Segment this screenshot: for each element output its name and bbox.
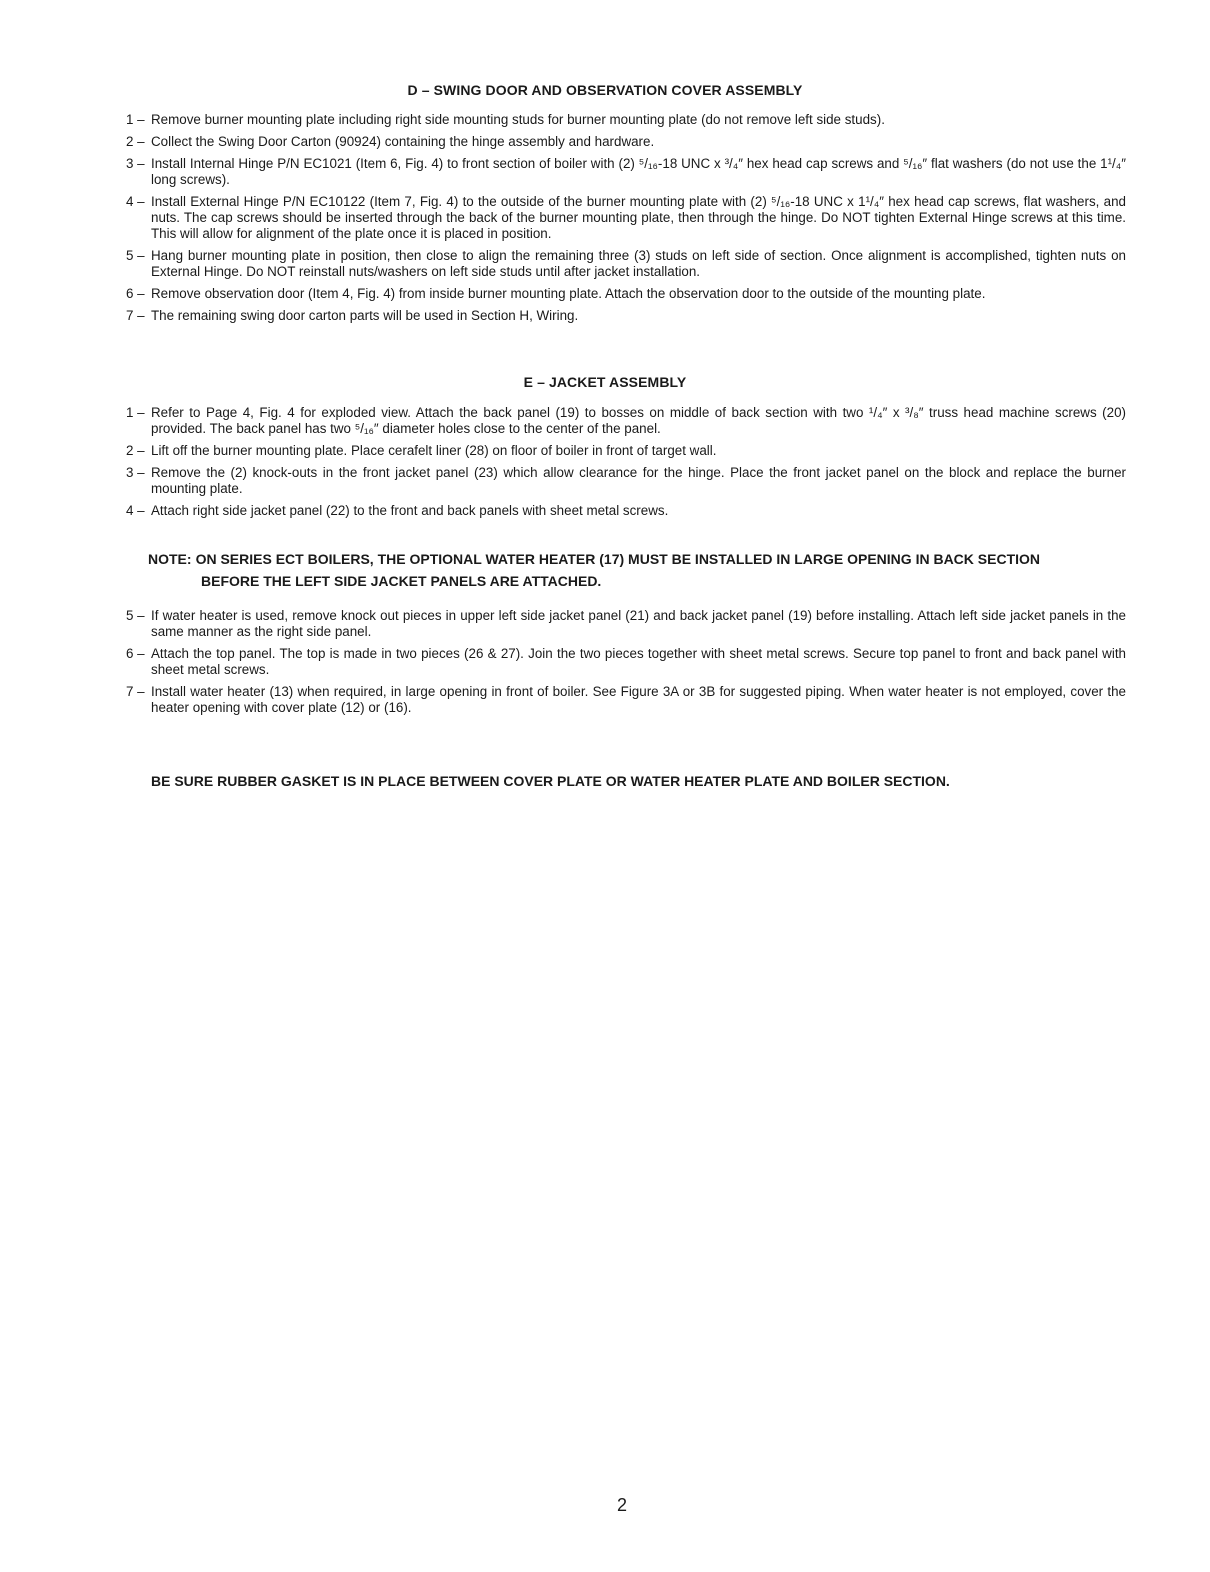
item-number: 6 – — [126, 646, 145, 661]
list-item — [126, 134, 1126, 150]
note-label: NOTE: — [148, 551, 192, 567]
page-number: 2 — [616, 1495, 627, 1515]
list-item — [126, 465, 1126, 497]
section-e-heading: E – JACKET ASSEMBLY — [523, 374, 687, 390]
item-text: Lift off the burner mounting plate. Place cerafelt liner (28) on floor of boiler in front of target wall. — [151, 443, 717, 458]
item-number: 1 – — [126, 112, 145, 127]
item-number: 1 – — [126, 405, 145, 420]
list-item — [126, 194, 1126, 242]
list-item — [126, 248, 1126, 280]
section-e-list-a — [126, 405, 1126, 525]
item-number: 5 – — [126, 248, 145, 263]
list-item — [126, 503, 1126, 519]
item-text: Attach the top panel. The top is made in two pieces (26 & 27). Join the two pieces together with sheet metal screws. Secure top panel to front and back panel with sheet metal screws. — [151, 646, 1126, 677]
list-item — [126, 112, 1126, 128]
list-item — [126, 156, 1126, 188]
section-d-heading: D – SWING DOOR AND OBSERVATION COVER ASSEMBLY — [407, 82, 803, 98]
list-item — [126, 286, 1126, 302]
item-text: Hang burner mounting plate in position, then close to align the remaining three (3) studs on left side of section. Once alignment is accomplished, tighten nuts on External Hinge. Do NOT reinstall nuts/washers on left side studs until after jacket installation. — [151, 248, 1126, 279]
list-item — [126, 684, 1126, 716]
item-text: Install water heater (13) when required, in large opening in front of boiler. See Figure 3A or 3B for suggested piping. When water heater is not employed, cover the heater opening with cover plate (12) or (16). — [151, 684, 1126, 715]
item-text: If water heater is used, remove knock out pieces in upper left side jacket panel (21) and back jacket panel (19) before installing. Attach left side jacket panels in the same manner as the right side panel. — [151, 608, 1126, 639]
note-block — [148, 548, 1118, 592]
list-item — [126, 608, 1126, 640]
item-number: 4 – — [126, 503, 145, 518]
list-item — [126, 646, 1126, 678]
item-text: The remaining swing door carton parts will be used in Section H, Wiring. — [151, 308, 579, 323]
item-text: Remove observation door (Item 4, Fig. 4) from inside burner mounting plate. Attach the observation door to the outside of the mounting plate. — [151, 286, 986, 301]
item-text: Remove the (2) knock-outs in the front jacket panel (23) which allow clearance for the hinge. Place the front jacket panel on the block and replace the burner mounting plate. — [151, 465, 1126, 496]
item-text: Attach right side jacket panel (22) to the front and back panels with sheet metal screws. — [151, 503, 669, 518]
item-number: 4 – — [126, 194, 145, 209]
item-number: 7 – — [126, 684, 145, 699]
item-number: 2 – — [126, 134, 145, 149]
section-d-list — [126, 112, 1126, 330]
item-number: 5 – — [126, 608, 145, 623]
gasket-warning: BE SURE RUBBER GASKET IS IN PLACE BETWEEN COVER PLATE OR WATER HEATER PLATE AND BOILER SECTION. — [151, 773, 950, 789]
item-number: 3 – — [126, 156, 145, 171]
item-text: Install Internal Hinge P/N EC1021 (Item 6, Fig. 4) to front section of boiler with (2) ⁵/₁₆-18 UNC x ³/₄″ hex head cap screws and ⁵/₁₆″ flat washers (do not use the 1¹/₄″ long screws). — [151, 156, 1126, 187]
item-text: Remove burner mounting plate including right side mounting studs for burner mounting plate (do not remove left side studs). — [151, 112, 885, 127]
section-e-list-b — [126, 608, 1126, 722]
note-line-2: BEFORE THE LEFT SIDE JACKET PANELS ARE ATTACHED. — [201, 573, 602, 589]
item-number: 7 – — [126, 308, 145, 323]
list-item — [126, 308, 1126, 324]
item-number: 3 – — [126, 465, 145, 480]
list-item — [126, 443, 1126, 459]
item-text: Refer to Page 4, Fig. 4 for exploded view. Attach the back panel (19) to bosses on middle of back section with two ¹/₄″ x ³/₈″ truss head machine screws (20) provided. The back panel has two ⁵/₁₆″ diameter holes close to the center of the panel. — [151, 405, 1126, 436]
item-text: Collect the Swing Door Carton (90924) containing the hinge assembly and hardware. — [151, 134, 655, 149]
list-item — [126, 405, 1126, 437]
note-line-1: ON SERIES ECT BOILERS, THE OPTIONAL WATER HEATER (17) MUST BE INSTALLED IN LARGE OPENING IN BACK SECTION — [195, 551, 1041, 567]
item-number: 6 – — [126, 286, 145, 301]
item-text: Install External Hinge P/N EC10122 (Item 7, Fig. 4) to the outside of the burner mounting plate with (2) ⁵/₁₆-18 UNC x 1¹/₄″ hex head cap screws, flat washers, and nuts. The cap screws should be inserted through the back of the burner mounting plate, then through the hinge. Do NOT tighten External Hinge screws at this time. This will allow for alignment of the plate once it is placed in position. — [151, 194, 1126, 241]
item-number: 2 – — [126, 443, 145, 458]
